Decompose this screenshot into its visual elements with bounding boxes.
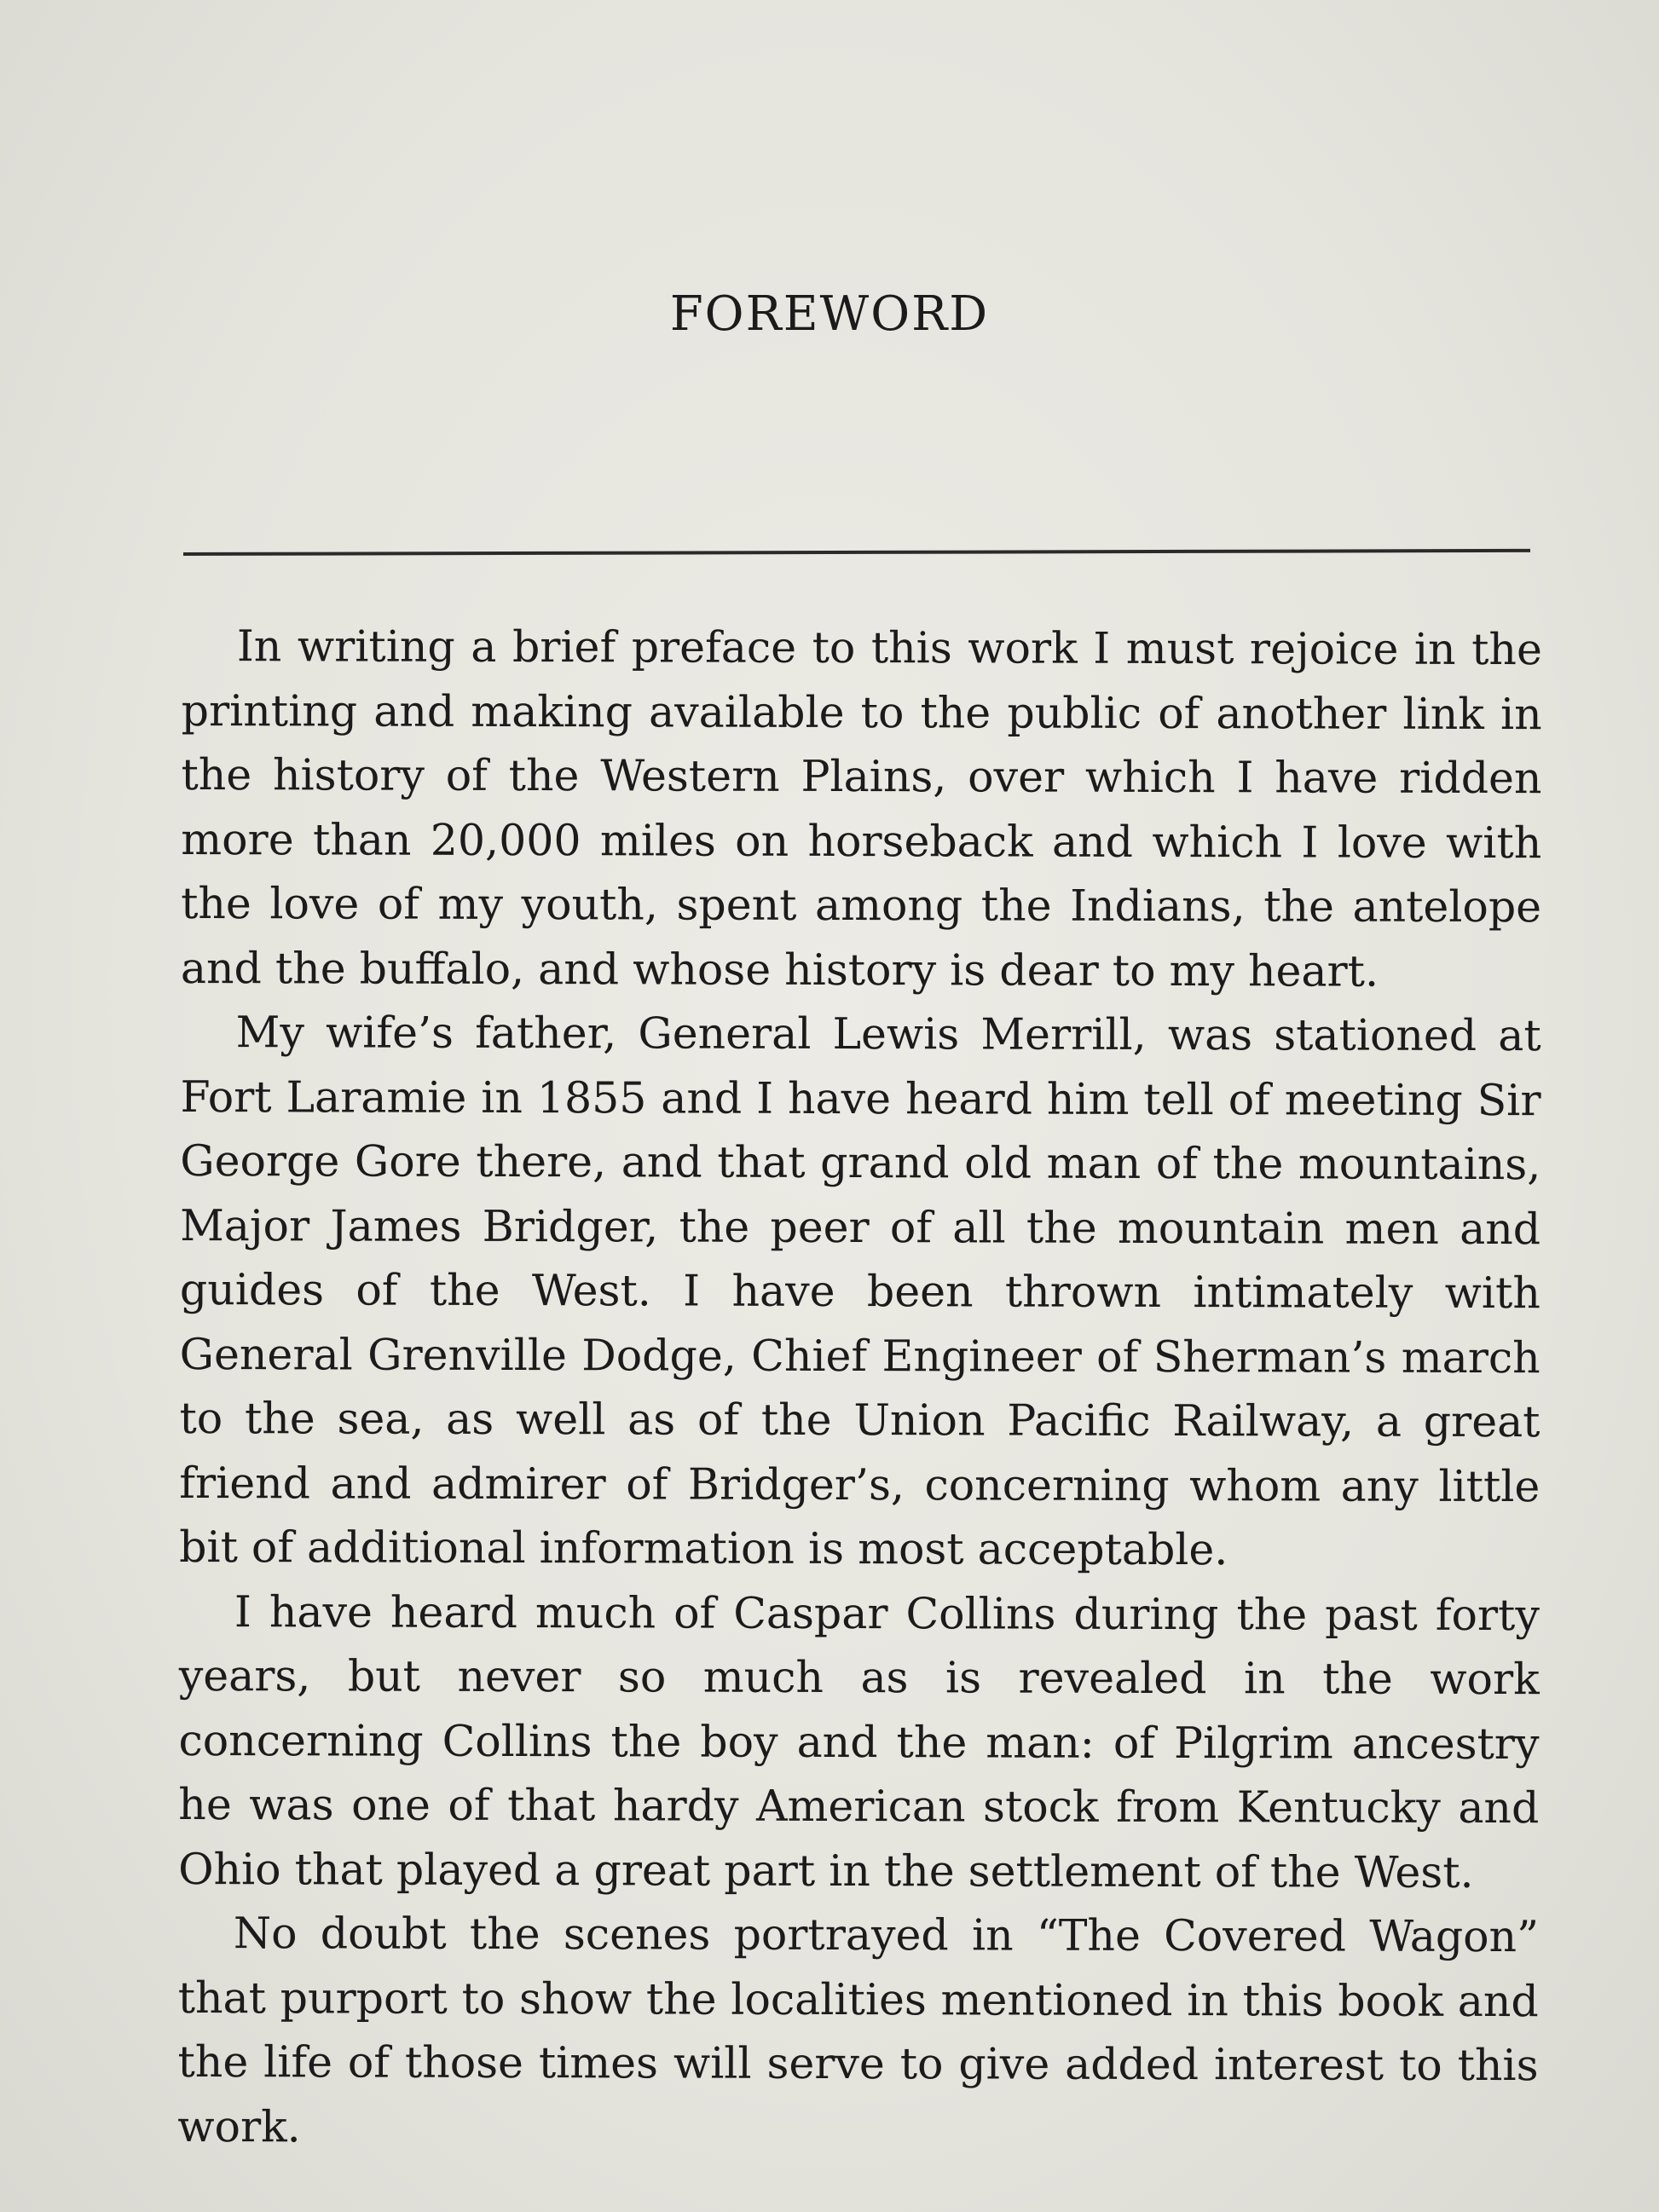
foreword-body <box>177 614 1542 2162</box>
paragraph-1: In writing a brief preface to this work I must rejoice in the printing and making available to the public of another link in the history of the Western Plains, over which I have ridden more than 20,000 miles on horseback and which I love with the love of my youth, spent among the Indians, the antelope and the buffalo, and whose history is dear to my heart. <box>180 621 1542 996</box>
show-through-text <box>179 51 1526 109</box>
title-rule <box>183 549 1530 556</box>
paragraph-4: No doubt the scenes portrayed in “The Covered Wagon” that purport to show the localities mentioned in this book and the life of those times will serve to give added interest to this work. <box>177 1908 1540 2151</box>
paragraph-3: I have heard much of Caspar Collins during the past forty years, but never so much as is revealed in the work concerning Collins the boy and the man: of Pilgrim ancestry he was one of that hardy American stock from Kentucky and Ohio that played a great part in the settlement of the West. <box>178 1585 1540 1897</box>
paragraph-2: My wife’s father, General Lewis Merrill, was stationed at Fort Laramie in 1855 and I have heard him tell of meeting Sir George Gore there, and that grand old man of the mountains, Major James Bridger, the peer of all the mountain men and guides of the West. I have been thrown intimately with General Grenville Dodge, Chief Engineer of Sherman’s march to the sea, as well as of the Union Pacific Railway, a great friend and admirer of Bridger’s, concerning whom any little bit of additional information is most acceptable. <box>179 1007 1541 1575</box>
page-title: FOREWORD <box>669 286 990 342</box>
